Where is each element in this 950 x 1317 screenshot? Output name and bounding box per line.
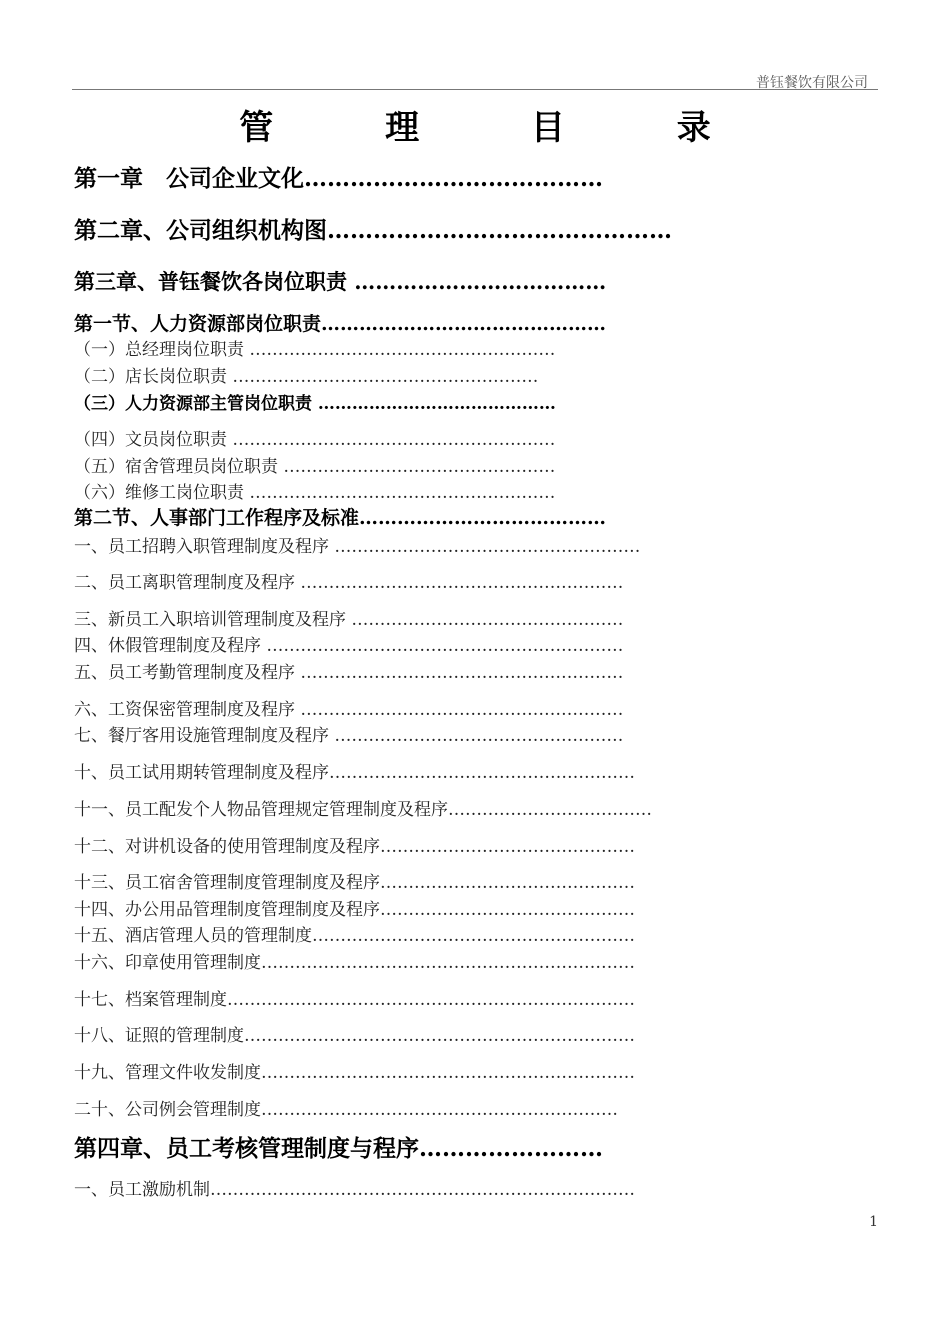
toc-item: （五）宿舍管理员岗位职责 ………………………………………… (74, 457, 556, 477)
toc-item: （二）店长岗位职责 ……………………………………………… (74, 367, 539, 387)
toc-chapter-1: 第一章 公司企业文化………………………………… (74, 165, 603, 192)
toc-item: 十二、对讲机设备的使用管理制度及程序……………………………………… (74, 837, 635, 857)
toc-item: （三）人力资源部主管岗位职责 …………………………………… (74, 394, 556, 414)
toc-item: 二、员工离职管理制度及程序 ………………………………………………… (74, 573, 624, 593)
toc-item: 十九、管理文件收发制度………………………………………………………… (74, 1063, 635, 1083)
document-title: 管 理 目 录 (239, 108, 761, 148)
toc-item: 五、员工考勤管理制度及程序 ………………………………………………… (74, 663, 624, 683)
toc-section-1: 第一节、人力资源部岗位职责……………………………………… (74, 313, 607, 335)
toc-item: 六、工资保密管理制度及程序 ………………………………………………… (74, 700, 624, 720)
toc-chapter-2: 第二章、公司组织机构图……………………………………… (74, 217, 672, 244)
toc-item: 十七、档案管理制度……………………………………………………………… (74, 990, 635, 1010)
toc-item: 十六、印章使用管理制度………………………………………………………… (74, 953, 635, 973)
toc-item: 十三、员工宿舍管理制度管理制度及程序……………………………………… (74, 873, 635, 893)
toc-item: 一、员工激励机制………………………………………………………………… (74, 1180, 635, 1200)
toc-item: 十、员工试用期转管理制度及程序……………………………………………… (74, 763, 635, 783)
toc-item: （四）文员岗位职责 ………………………………………………… (74, 430, 556, 450)
toc-item: 二十、公司例会管理制度……………………………………………………… (74, 1100, 618, 1120)
toc-item: 一、员工招聘入职管理制度及程序 ……………………………………………… (74, 537, 641, 557)
page-number: 1 (869, 1214, 878, 1230)
toc-item: 三、新员工入职培训管理制度及程序 ………………………………………… (74, 610, 624, 630)
toc-chapter-3: 第三章、普钰餐饮各岗位职责 ……………………………… (74, 269, 607, 294)
header-company-name: 普钰餐饮有限公司 (756, 75, 868, 91)
toc-item: （一）总经理岗位职责 ……………………………………………… (74, 340, 556, 360)
toc-item: 十一、员工配发个人物品管理规定管理制度及程序……………………………… (74, 800, 652, 820)
toc-chapter-4: 第四章、员工考核管理制度与程序…………………… (74, 1135, 603, 1162)
toc-section-2: 第二节、人事部门工作程序及标准………………………………… (74, 507, 607, 529)
toc-item: 十八、证照的管理制度…………………………………………………………… (74, 1026, 635, 1046)
toc-item: （六）维修工岗位职责 ……………………………………………… (74, 483, 556, 503)
header-divider (72, 89, 878, 90)
toc-item: 七、餐厅客用设施管理制度及程序 …………………………………………… (74, 726, 624, 746)
toc-item: 十四、办公用品管理制度管理制度及程序……………………………………… (74, 900, 635, 920)
toc-item: 十五、酒店管理人员的管理制度………………………………………………… (74, 926, 635, 946)
toc-item: 四、休假管理制度及程序 ……………………………………………………… (74, 636, 624, 656)
